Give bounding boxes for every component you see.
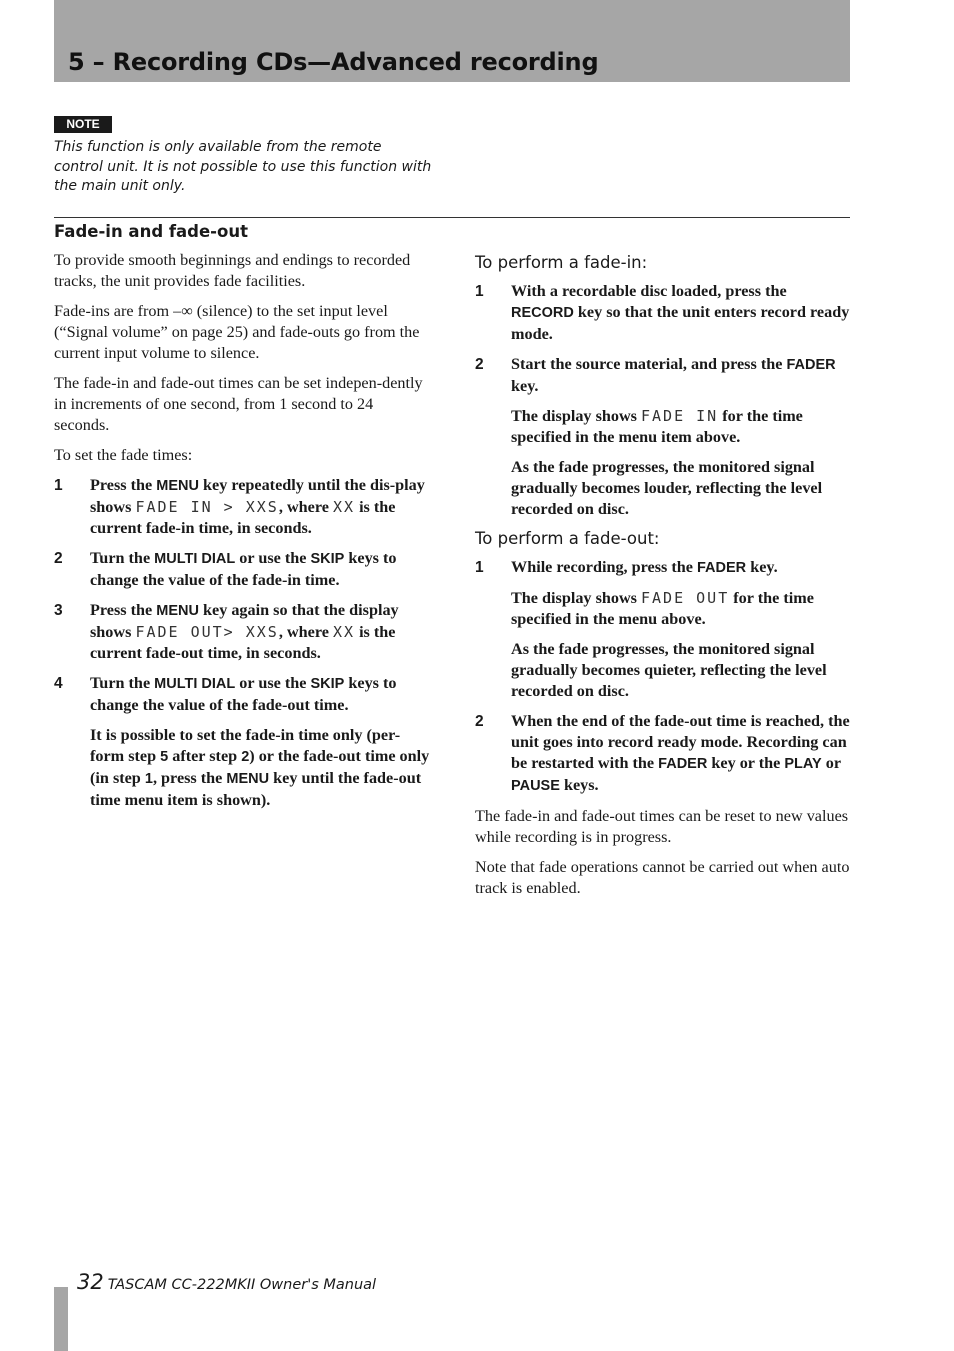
step-3 [54, 600, 432, 664]
text: key again so that the display shows [90, 601, 399, 641]
step-ref: 5 [160, 749, 169, 765]
key-label: PAUSE [511, 778, 560, 794]
step-number: 2 [54, 550, 63, 567]
manual-title: TASCAM CC-222MKII Owner's Manual [107, 1277, 377, 1293]
subsection-title-fade-in: To perform a fade-in: [475, 253, 648, 272]
step-number: 3 [54, 602, 63, 619]
text: , press the [152, 769, 227, 787]
text: after step [168, 747, 242, 765]
text: key. [746, 558, 778, 576]
key-label: PLAY [784, 756, 822, 772]
step-1 [54, 475, 432, 539]
key-label: FADER [697, 560, 747, 576]
step-number: 1 [475, 559, 484, 576]
fade-in-progress-note: As the fade progresses, the monitored signal gradually becomes louder, reflecting the level recorded on disc. [511, 458, 823, 518]
key-label: FADER [658, 756, 708, 772]
text: Turn the [90, 549, 155, 567]
text: for the time specified in the menu above. [511, 589, 814, 628]
text: keys. [559, 776, 599, 794]
key-label: MENU [226, 771, 270, 787]
footer-bar [54, 1287, 68, 1351]
text: for the time specified in the menu item above. [511, 407, 803, 446]
fade-in-step-2 [475, 354, 851, 397]
text: keys to change the value of the fade-in time. [90, 549, 397, 589]
text: When the end of the fade-out time is reached, the unit goes into record ready mode. Recording can be restarted with the [511, 712, 850, 772]
note-badge: NOTE [54, 116, 112, 133]
text: , where [278, 498, 333, 516]
text: is the current fade-out time, in seconds. [90, 623, 396, 662]
step-number: 2 [475, 356, 484, 373]
paragraph: To provide smooth beginnings and endings to recorded tracks, the unit provides fade facilities. [54, 251, 411, 290]
fade-in-display-note [475, 406, 851, 448]
text: Start the source material, and press the [511, 355, 787, 373]
key-label: FADER [786, 357, 836, 373]
step-ref: 2 [241, 749, 250, 765]
display-text: FADE OUT> XXS [135, 623, 279, 641]
text: or use the [235, 549, 311, 567]
subsection-title-fade-out: To perform a fade-out: [475, 529, 660, 548]
text: key repeatedly until the dis-play shows [90, 476, 425, 516]
text: or [821, 754, 841, 772]
fade-in-step-1 [475, 281, 851, 345]
step-ref: 1 [144, 771, 153, 787]
display-text: XX [332, 623, 356, 641]
text: With a recordable disc loaded, press the [511, 282, 787, 300]
key-label: MENU [156, 603, 199, 619]
text: key or the [707, 754, 785, 772]
text: key. [511, 377, 539, 395]
key-label: MULTI DIAL [154, 676, 236, 692]
display-text: FADE OUT [641, 589, 730, 607]
text: or use the [235, 674, 311, 692]
fade-out-step-2 [475, 711, 851, 797]
key-label: MENU [156, 478, 199, 494]
text: is the current fade-in time, in seconds. [90, 498, 396, 537]
text: Turn the [90, 674, 155, 692]
display-text: XX [332, 498, 356, 516]
paragraph: The fade-in and fade-out times can be reset to new values while recording is in progress. [475, 807, 849, 846]
step-number: 1 [54, 477, 63, 494]
step-4 [54, 673, 432, 716]
text: Press the [90, 476, 157, 494]
paragraph: Fade-ins are from –∞ (silence) to the set input level (“Signal volume” on page 25) and fade-outs go from the current input volume to silence. [54, 302, 420, 362]
step-number: 1 [475, 283, 484, 300]
fade-out-display-note [475, 588, 851, 630]
text: key so that the unit enters record ready mode. [511, 303, 850, 343]
text: While recording, press the [511, 558, 697, 576]
section-title: Fade-in and fade-out [54, 222, 249, 241]
text: Press the [90, 601, 157, 619]
section-divider [54, 217, 850, 218]
fade-out-progress-note: As the fade progresses, the monitored signal gradually becomes quieter, reflecting the level recorded on disc. [511, 640, 827, 700]
left-column [54, 222, 432, 820]
right-column [475, 251, 851, 908]
text: keys to change the value of the fade-out time. [90, 674, 397, 714]
paragraph: The fade-in and fade-out times can be set indepen-dently in increments of one second, from 1 second to 24 seconds. [54, 374, 423, 434]
text: It is possible to set the fade-in time only (per-form step [90, 726, 401, 765]
paragraph: Note that fade operations cannot be carried out when auto track is enabled. [475, 858, 850, 897]
key-label: SKIP [310, 676, 345, 692]
step-4-note [54, 725, 432, 811]
text: ) or the fade-out time only (in step [90, 747, 430, 787]
step-number: 2 [475, 713, 484, 730]
key-label: RECORD [511, 305, 574, 321]
step-number: 4 [54, 675, 63, 692]
page-footer [77, 1270, 376, 1294]
text: The display shows [511, 589, 641, 607]
text: , where [278, 623, 333, 641]
display-text: FADE IN [641, 407, 719, 425]
text: The display shows [511, 407, 641, 425]
key-label: MULTI DIAL [154, 551, 236, 567]
page-number: 32 [77, 1270, 104, 1294]
step-2 [54, 548, 432, 591]
note-text: This function is only available from the remote control unit. It is not possible to use this function with the main unit only. [54, 139, 432, 194]
display-text: FADE IN > XXS [135, 498, 279, 516]
text: key until the fade-out time menu item is shown). [90, 769, 422, 809]
key-label: SKIP [310, 551, 345, 567]
fade-out-step-1 [475, 557, 851, 579]
chapter-title: 5 – Recording CDs—Advanced recording [68, 48, 599, 76]
paragraph: To set the fade times: [54, 446, 193, 464]
